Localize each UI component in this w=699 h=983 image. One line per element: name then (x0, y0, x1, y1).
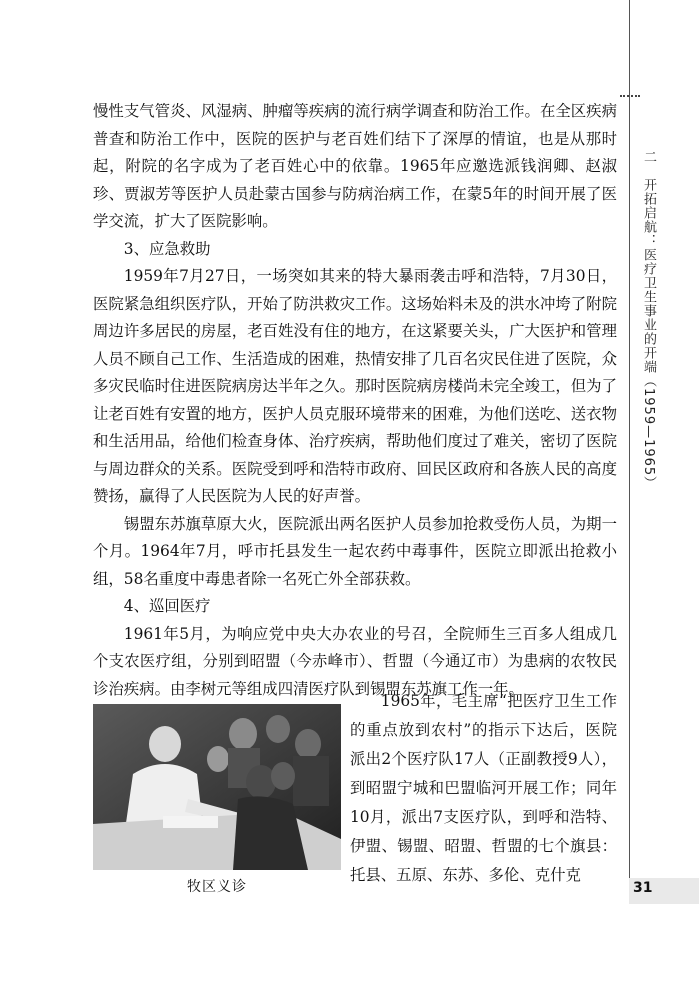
section-heading-itinerant: 4、巡回医疗 (123, 597, 211, 615)
paragraph-flood-relief: 1959年7月27日，一场突如其来的特大暴雨袭击呼和浩特，7月30日，医院紧急组织医疗队，开始了防洪救灾工作。这场始料未及的洪水冲垮了附院周边许多居民的房屋，老百姓没有住的地方，在这紧要关头，广大医护和管理人员不顾自己工作、生活造成的困难，热情安排了几百名灾民住进了医院，众多灾民临时住进医院病房达半年之久。那时医院病房楼尚未完全竣工，但为了让老百姓有安置的地方，医护人员克服环境带来的困难，为他们送吃、送衣物和生活用品，给他们检查身体、治疗疾病，帮助他们度过了难关，密切了医院与周边群众的关系。医院受到呼和浩特市政府、回民区政府和各族人民的高度赞扬，赢得了人民医院为人民的好声誉。 (93, 267, 617, 505)
wrapped-text (350, 687, 617, 890)
paragraph-disease-survey: 慢性支气管炎、风湿病、肿瘤等疾病的流行病学调查和防治工作。在全区疾病普查和防治工作中，医院的医护与老百姓们结下了深厚的情谊，也是从那时起，附院的名字成为了老百姓心中的依靠。1965年应邀选派钱润卿、赵淑珍、贾淑芳等医护人员赴蒙古国参与防病治病工作，在蒙5年的时间开展了医学交流，扩大了医院影响。 (93, 102, 617, 230)
section-heading-emergency: 3、应急救助 (123, 239, 211, 258)
paragraph-rescue: 锡盟东苏旗草原大火，医院派出两名医护人员参加抢救受伤人员，为期一个月。1964年7月，呼市托县发生一起农药中毒事件，医院立即派出抢救小组，58名重度中毒患者除一名死亡外全部获救。 (93, 514, 617, 588)
clinic-photo (93, 704, 341, 870)
paragraph-rural-teams: 1961年5月，为响应党中央大办农业的号召，全院师生三百多人组成几个支农医疗组，分别到昭盟（今赤峰市）、哲盟（今通辽市）为患病的农牧民诊治疾病。由李树元等组成四清医疗队到锡盟东苏旗工作一年。 (93, 624, 617, 698)
page-number: 31 (633, 880, 653, 896)
chapter-running-title: 二 开拓启航：医疗卫生事业的开端（1959—1965） (641, 150, 656, 491)
clinic-photo-illustration (93, 704, 341, 870)
paragraph-1965-directive: 1965年，毛主席“把医疗卫生工作的重点放到农村”的指示下达后，医院派出2个医疗队17人（正副教授9人），到昭盟宁城和巴盟临河开展工作；同年10月，派出7支医疗队，到呼和浩特、伊盟、锡盟、昭盟、哲盟的七个旗县：托县、五原、东苏、多伦、克什克 (350, 692, 617, 884)
photo-caption: 牧区义诊 (187, 879, 247, 895)
side-dotted-rule (620, 95, 640, 143)
main-text (93, 98, 617, 703)
